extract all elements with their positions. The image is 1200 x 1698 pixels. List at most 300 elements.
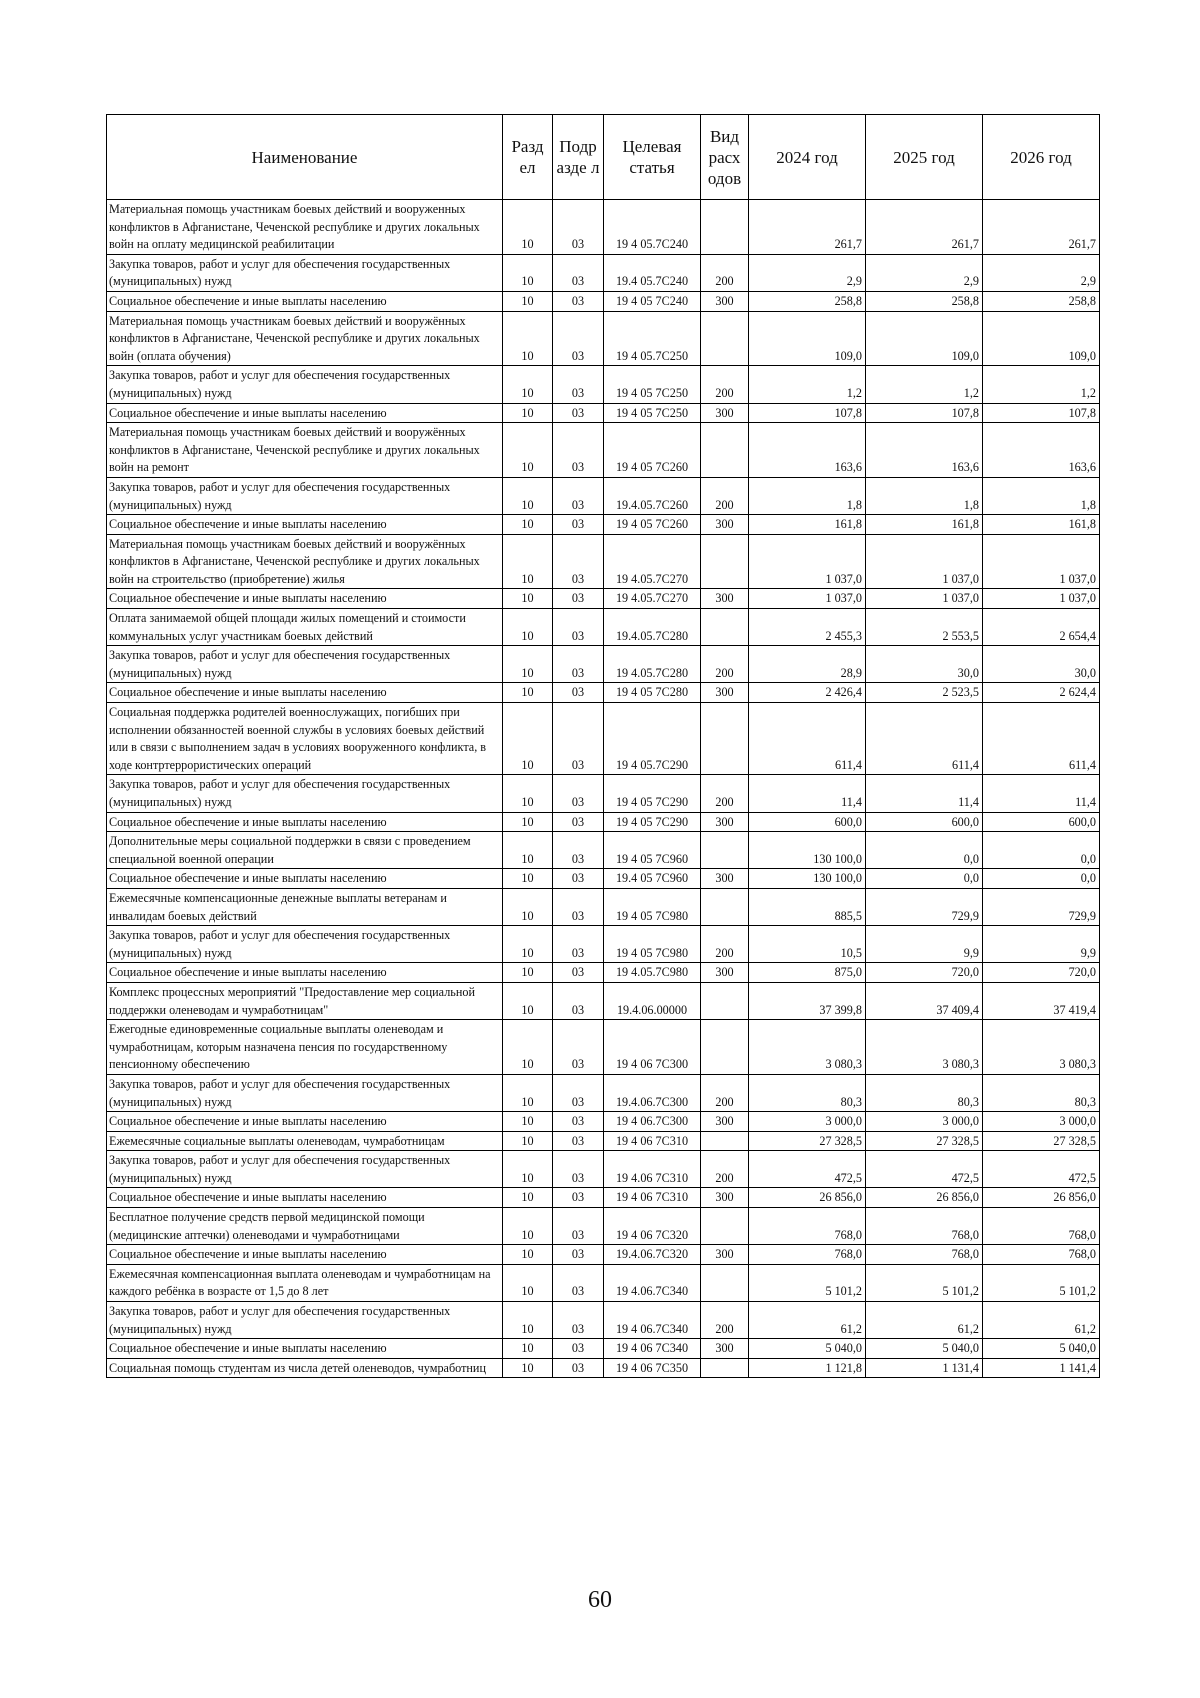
table-row [107,1131,1100,1151]
cell-target-article: 19 4 05 7С980 [604,926,701,963]
cell-2026: 161,8 [983,515,1100,535]
cell-razdel: 10 [503,703,553,775]
cell-razdel: 10 [503,1020,553,1075]
table-row [107,1208,1100,1245]
cell-expense-type [701,423,749,478]
table-row [107,200,1100,255]
cell-name: Закупка товаров, работ и услуг для обеспечения государственных (муниципальных) нужд [107,1302,503,1339]
cell-2024: 885,5 [749,888,866,925]
cell-expense-type [701,832,749,869]
cell-2026: 163,6 [983,423,1100,478]
cell-2024: 3 000,0 [749,1112,866,1132]
page-number: 60 [588,1587,612,1613]
cell-2026: 109,0 [983,311,1100,366]
cell-podrazdel: 03 [553,515,604,535]
cell-2026: 1 141,4 [983,1358,1100,1378]
cell-podrazdel: 03 [553,477,604,514]
cell-2024: 768,0 [749,1245,866,1265]
cell-2026: 107,8 [983,403,1100,423]
cell-razdel: 10 [503,832,553,869]
table-row [107,291,1100,311]
cell-podrazdel: 03 [553,812,604,832]
cell-2025: 258,8 [866,291,983,311]
table-row [107,982,1100,1019]
cell-podrazdel: 03 [553,982,604,1019]
cell-2025: 2,9 [866,254,983,291]
cell-2025: 1 037,0 [866,534,983,589]
cell-2024: 472,5 [749,1151,866,1188]
cell-expense-type [701,311,749,366]
cell-2025: 0,0 [866,869,983,889]
cell-name: Социальное обеспечение и иные выплаты населению [107,403,503,423]
cell-podrazdel: 03 [553,366,604,403]
cell-podrazdel: 03 [553,1208,604,1245]
cell-razdel: 10 [503,311,553,366]
cell-target-article: 19 4.05.7С280 [604,646,701,683]
cell-target-article: 19 4 06 7С340 [604,1339,701,1359]
cell-expense-type [701,703,749,775]
cell-2024: 1,8 [749,477,866,514]
table-header [107,115,1100,200]
cell-target-article: 19 4 05.7С250 [604,311,701,366]
cell-2024: 5 101,2 [749,1264,866,1301]
cell-2025: 1 131,4 [866,1358,983,1378]
table-row [107,403,1100,423]
cell-podrazdel: 03 [553,1339,604,1359]
cell-target-article: 19.4 05 7С960 [604,869,701,889]
cell-name: Материальная помощь участникам боевых действий и вооружённых конфликтов в Афганистане, Чеченской республике и других локальных войн (оплата обучения) [107,311,503,366]
cell-target-article: 19 4 05 7С240 [604,291,701,311]
table-row [107,926,1100,963]
cell-2025: 472,5 [866,1151,983,1188]
cell-name: Закупка товаров, работ и услуг для обеспечения государственных (муниципальных) нужд [107,366,503,403]
cell-target-article: 19 4 05 7С280 [604,683,701,703]
cell-target-article: 19 4 05 7С290 [604,812,701,832]
cell-expense-type: 300 [701,403,749,423]
cell-podrazdel: 03 [553,1151,604,1188]
cell-podrazdel: 03 [553,832,604,869]
cell-razdel: 10 [503,1151,553,1188]
cell-2024: 161,8 [749,515,866,535]
cell-2025: 261,7 [866,200,983,255]
cell-expense-type [701,1131,749,1151]
cell-podrazdel: 03 [553,589,604,609]
cell-razdel: 10 [503,515,553,535]
cell-name: Комплекс процессных мероприятий "Предоставление мер социальной поддержки оленеводам и чумработницам" [107,982,503,1019]
cell-2026: 0,0 [983,832,1100,869]
cell-razdel: 10 [503,888,553,925]
cell-target-article: 19 4 05 7С260 [604,423,701,478]
cell-name: Ежемесячная компенсационная выплата оленеводам и чумработницам на каждого ребёнка в возрасте от 1,5 до 8 лет [107,1264,503,1301]
cell-2024: 10,5 [749,926,866,963]
cell-2024: 1,2 [749,366,866,403]
cell-2026: 11,4 [983,775,1100,812]
cell-2024: 5 040,0 [749,1339,866,1359]
cell-razdel: 10 [503,366,553,403]
cell-name: Закупка товаров, работ и услуг для обеспечения государственных (муниципальных) нужд [107,254,503,291]
cell-name: Ежемесячные социальные выплаты оленеводам, чумработницам [107,1131,503,1151]
cell-expense-type: 200 [701,1302,749,1339]
cell-expense-type: 200 [701,477,749,514]
cell-2025: 163,6 [866,423,983,478]
cell-expense-type [701,1264,749,1301]
cell-podrazdel: 03 [553,1302,604,1339]
cell-name: Бесплатное получение средств первой медицинской помощи (медицинские аптечки) оленеводами и чумработницами [107,1208,503,1245]
cell-target-article: 19 4 05 7С250 [604,403,701,423]
cell-target-article: 19 4 06 7С310 [604,1188,701,1208]
cell-name: Социальное обеспечение и иные выплаты населению [107,1188,503,1208]
cell-expense-type: 300 [701,291,749,311]
header-name: Наименование [107,115,503,200]
cell-name: Закупка товаров, работ и услуг для обеспечения государственных (муниципальных) нужд [107,646,503,683]
cell-expense-type: 200 [701,254,749,291]
cell-podrazdel: 03 [553,963,604,983]
cell-name: Социальное обеспечение и иные выплаты населению [107,1339,503,1359]
cell-name: Закупка товаров, работ и услуг для обеспечения государственных (муниципальных) нужд [107,477,503,514]
header-target-article: Целевая статья [604,115,701,200]
cell-2024: 37 399,8 [749,982,866,1019]
cell-2026: 1,8 [983,477,1100,514]
cell-target-article: 19.4 05.7С240 [604,254,701,291]
header-razdel: Разд ел [503,115,553,200]
cell-2024: 261,7 [749,200,866,255]
cell-2025: 768,0 [866,1245,983,1265]
cell-2025: 37 409,4 [866,982,983,1019]
cell-podrazdel: 03 [553,403,604,423]
cell-expense-type: 300 [701,1339,749,1359]
cell-name: Материальная помощь участникам боевых действий и вооружённых конфликтов в Афганистане, Чеченской республике и других локальных войн на ремонт [107,423,503,478]
cell-razdel: 10 [503,1188,553,1208]
cell-podrazdel: 03 [553,1245,604,1265]
cell-2026: 472,5 [983,1151,1100,1188]
cell-2024: 611,4 [749,703,866,775]
cell-razdel: 10 [503,683,553,703]
cell-2026: 261,7 [983,200,1100,255]
cell-2025: 600,0 [866,812,983,832]
cell-razdel: 10 [503,1131,553,1151]
cell-name: Дополнительные меры социальной поддержки в связи с проведением специальной военной операции [107,832,503,869]
cell-razdel: 10 [503,775,553,812]
cell-2026: 1 037,0 [983,589,1100,609]
cell-2025: 61,2 [866,1302,983,1339]
cell-name: Закупка товаров, работ и услуг для обеспечения государственных (муниципальных) нужд [107,1074,503,1111]
cell-expense-type [701,982,749,1019]
table-row [107,683,1100,703]
cell-expense-type [701,609,749,646]
table-row [107,1020,1100,1075]
cell-2026: 3 000,0 [983,1112,1100,1132]
header-2026: 2026 год [983,115,1100,200]
cell-2024: 163,6 [749,423,866,478]
cell-razdel: 10 [503,869,553,889]
header-2025: 2025 год [866,115,983,200]
cell-target-article: 19 4 06 7С320 [604,1208,701,1245]
cell-razdel: 10 [503,589,553,609]
cell-expense-type: 300 [701,1188,749,1208]
cell-2026: 5 101,2 [983,1264,1100,1301]
cell-target-article: 19 4 05 7С250 [604,366,701,403]
table-body [107,200,1100,1378]
cell-2024: 26 856,0 [749,1188,866,1208]
cell-name: Ежемесячные компенсационные денежные выплаты ветеранам и инвалидам боевых действий [107,888,503,925]
cell-2024: 2,9 [749,254,866,291]
cell-2025: 26 856,0 [866,1188,983,1208]
cell-expense-type [701,888,749,925]
cell-2024: 258,8 [749,291,866,311]
cell-2025: 1,2 [866,366,983,403]
cell-expense-type [701,1208,749,1245]
cell-name: Социальное обеспечение и иные выплаты населению [107,1245,503,1265]
cell-name: Социальное обеспечение и иные выплаты населению [107,812,503,832]
cell-podrazdel: 03 [553,1358,604,1378]
cell-razdel: 10 [503,200,553,255]
cell-expense-type: 200 [701,1074,749,1111]
cell-expense-type: 200 [701,646,749,683]
cell-razdel: 10 [503,534,553,589]
cell-2024: 1 037,0 [749,589,866,609]
cell-target-article: 19 4 06.7С340 [604,1302,701,1339]
cell-podrazdel: 03 [553,703,604,775]
cell-podrazdel: 03 [553,423,604,478]
cell-razdel: 10 [503,1339,553,1359]
cell-expense-type: 200 [701,1151,749,1188]
cell-expense-type [701,200,749,255]
cell-2025: 1,8 [866,477,983,514]
cell-2026: 768,0 [983,1208,1100,1245]
table-row [107,1112,1100,1132]
cell-2026: 768,0 [983,1245,1100,1265]
cell-2024: 130 100,0 [749,832,866,869]
table-row [107,888,1100,925]
cell-podrazdel: 03 [553,200,604,255]
cell-2024: 600,0 [749,812,866,832]
cell-razdel: 10 [503,1208,553,1245]
cell-expense-type: 300 [701,1112,749,1132]
cell-podrazdel: 03 [553,254,604,291]
cell-name: Оплата занимаемой общей площади жилых помещений и стоимости коммунальных услуг участникам боевых действий [107,609,503,646]
cell-target-article: 19 4 05 7С960 [604,832,701,869]
cell-razdel: 10 [503,291,553,311]
cell-2026: 258,8 [983,291,1100,311]
cell-target-article: 19.4.06.7С320 [604,1245,701,1265]
cell-target-article: 19.4.06.7С300 [604,1074,701,1111]
table-row [107,311,1100,366]
table-row [107,1074,1100,1111]
cell-target-article: 19 4.06.7С340 [604,1264,701,1301]
cell-podrazdel: 03 [553,1112,604,1132]
cell-2026: 3 080,3 [983,1020,1100,1075]
table-row [107,423,1100,478]
cell-2026: 611,4 [983,703,1100,775]
cell-expense-type: 300 [701,812,749,832]
cell-expense-type: 300 [701,1245,749,1265]
table-row [107,534,1100,589]
cell-razdel: 10 [503,403,553,423]
table-row [107,832,1100,869]
cell-razdel: 10 [503,1358,553,1378]
cell-2026: 27 328,5 [983,1131,1100,1151]
cell-expense-type [701,1020,749,1075]
cell-2024: 80,3 [749,1074,866,1111]
cell-target-article: 19 4 06 7С300 [604,1020,701,1075]
cell-podrazdel: 03 [553,869,604,889]
table-row [107,1339,1100,1359]
cell-razdel: 10 [503,477,553,514]
cell-name: Социальное обеспечение и иные выплаты населению [107,589,503,609]
cell-2024: 130 100,0 [749,869,866,889]
cell-podrazdel: 03 [553,775,604,812]
header-2024: 2024 год [749,115,866,200]
table-row [107,812,1100,832]
cell-2026: 0,0 [983,869,1100,889]
cell-target-article: 19 4 05 7С980 [604,888,701,925]
cell-expense-type: 300 [701,963,749,983]
table-row [107,703,1100,775]
cell-2025: 2 553,5 [866,609,983,646]
table-row [107,1358,1100,1378]
budget-table [106,114,1100,1378]
table-row [107,1151,1100,1188]
cell-target-article: 19 4 05 7С290 [604,775,701,812]
cell-razdel: 10 [503,926,553,963]
table-row [107,515,1100,535]
cell-2025: 5 101,2 [866,1264,983,1301]
cell-podrazdel: 03 [553,1131,604,1151]
cell-name: Социальное обеспечение и иные выплаты населению [107,963,503,983]
cell-2026: 720,0 [983,963,1100,983]
cell-target-article: 19 4.06 7С310 [604,1151,701,1188]
cell-2024: 28,9 [749,646,866,683]
cell-name: Материальная помощь участникам боевых действий и вооружённых конфликтов в Афганистане, Чеченской республике и других локальных войн на строительство (приобретение) жилья [107,534,503,589]
cell-2024: 61,2 [749,1302,866,1339]
cell-expense-type [701,534,749,589]
table-row [107,1245,1100,1265]
cell-podrazdel: 03 [553,1074,604,1111]
table-row [107,609,1100,646]
cell-2026: 37 419,4 [983,982,1100,1019]
cell-podrazdel: 03 [553,311,604,366]
cell-2025: 9,9 [866,926,983,963]
cell-2024: 2 455,3 [749,609,866,646]
cell-2025: 611,4 [866,703,983,775]
cell-2024: 27 328,5 [749,1131,866,1151]
cell-podrazdel: 03 [553,291,604,311]
cell-2024: 1 121,8 [749,1358,866,1378]
cell-name: Ежегодные единовременные социальные выплаты оленеводам и чумработницам, которым назначена пенсия по государственному пенсионному обеспечению [107,1020,503,1075]
cell-2024: 875,0 [749,963,866,983]
cell-name: Социальная поддержка родителей военнослужащих, погибших при исполнении обязанностей военной службы в условиях боевых действий или в связи с выполнением задач в условиях вооруженного конфликта, в ходе контртеррористических операций [107,703,503,775]
cell-2024: 107,8 [749,403,866,423]
cell-expense-type: 200 [701,366,749,403]
cell-2025: 107,8 [866,403,983,423]
cell-2025: 11,4 [866,775,983,812]
cell-2025: 1 037,0 [866,589,983,609]
cell-2025: 0,0 [866,832,983,869]
cell-target-article: 19.4.06.00000 [604,982,701,1019]
cell-name: Материальная помощь участникам боевых действий и вооруженных конфликтов в Афганистане, Чеченской республике и других локальных войн на оплату медицинской реабилитации [107,200,503,255]
cell-podrazdel: 03 [553,683,604,703]
cell-podrazdel: 03 [553,1020,604,1075]
cell-2025: 720,0 [866,963,983,983]
cell-2025: 729,9 [866,888,983,925]
cell-target-article: 19 4 06 7С310 [604,1131,701,1151]
table-row [107,589,1100,609]
cell-expense-type: 200 [701,926,749,963]
cell-podrazdel: 03 [553,1188,604,1208]
cell-razdel: 10 [503,1245,553,1265]
cell-2025: 80,3 [866,1074,983,1111]
cell-razdel: 10 [503,254,553,291]
cell-razdel: 10 [503,609,553,646]
table-row [107,477,1100,514]
cell-razdel: 10 [503,812,553,832]
table-row [107,254,1100,291]
header-row [107,115,1100,200]
cell-2026: 1 037,0 [983,534,1100,589]
cell-2024: 109,0 [749,311,866,366]
cell-2025: 3 080,3 [866,1020,983,1075]
cell-target-article: 19 4 05.7С240 [604,200,701,255]
cell-podrazdel: 03 [553,888,604,925]
cell-2026: 9,9 [983,926,1100,963]
cell-podrazdel: 03 [553,1264,604,1301]
cell-expense-type: 300 [701,869,749,889]
cell-razdel: 10 [503,1074,553,1111]
cell-2026: 26 856,0 [983,1188,1100,1208]
cell-expense-type: 200 [701,775,749,812]
cell-razdel: 10 [503,1302,553,1339]
cell-razdel: 10 [503,423,553,478]
cell-name: Социальное обеспечение и иные выплаты населению [107,291,503,311]
table-row [107,963,1100,983]
cell-2026: 61,2 [983,1302,1100,1339]
cell-podrazdel: 03 [553,646,604,683]
cell-razdel: 10 [503,1112,553,1132]
cell-name: Социальное обеспечение и иные выплаты населению [107,515,503,535]
header-podrazdel: Подр азде л [553,115,604,200]
cell-2025: 768,0 [866,1208,983,1245]
cell-razdel: 10 [503,646,553,683]
cell-2024: 3 080,3 [749,1020,866,1075]
table-row [107,1302,1100,1339]
cell-2025: 2 523,5 [866,683,983,703]
table-row [107,869,1100,889]
cell-2025: 27 328,5 [866,1131,983,1151]
cell-razdel: 10 [503,982,553,1019]
cell-2026: 1,2 [983,366,1100,403]
table-row [107,1264,1100,1301]
table-row [107,775,1100,812]
cell-target-article: 19 4.05.7С980 [604,963,701,983]
cell-expense-type [701,1358,749,1378]
cell-name: Социальное обеспечение и иные выплаты населению [107,683,503,703]
cell-expense-type: 300 [701,515,749,535]
cell-podrazdel: 03 [553,926,604,963]
cell-2025: 5 040,0 [866,1339,983,1359]
table-row [107,1188,1100,1208]
cell-expense-type: 300 [701,589,749,609]
cell-2026: 30,0 [983,646,1100,683]
cell-target-article: 19 4 05 7С260 [604,515,701,535]
cell-target-article: 19.4.05.7С260 [604,477,701,514]
cell-name: Закупка товаров, работ и услуг для обеспечения государственных (муниципальных) нужд [107,926,503,963]
cell-podrazdel: 03 [553,534,604,589]
cell-target-article: 19 4 05.7С290 [604,703,701,775]
cell-expense-type: 300 [701,683,749,703]
cell-2024: 768,0 [749,1208,866,1245]
cell-2026: 2 654,4 [983,609,1100,646]
cell-name: Социальное обеспечение и иные выплаты населению [107,869,503,889]
